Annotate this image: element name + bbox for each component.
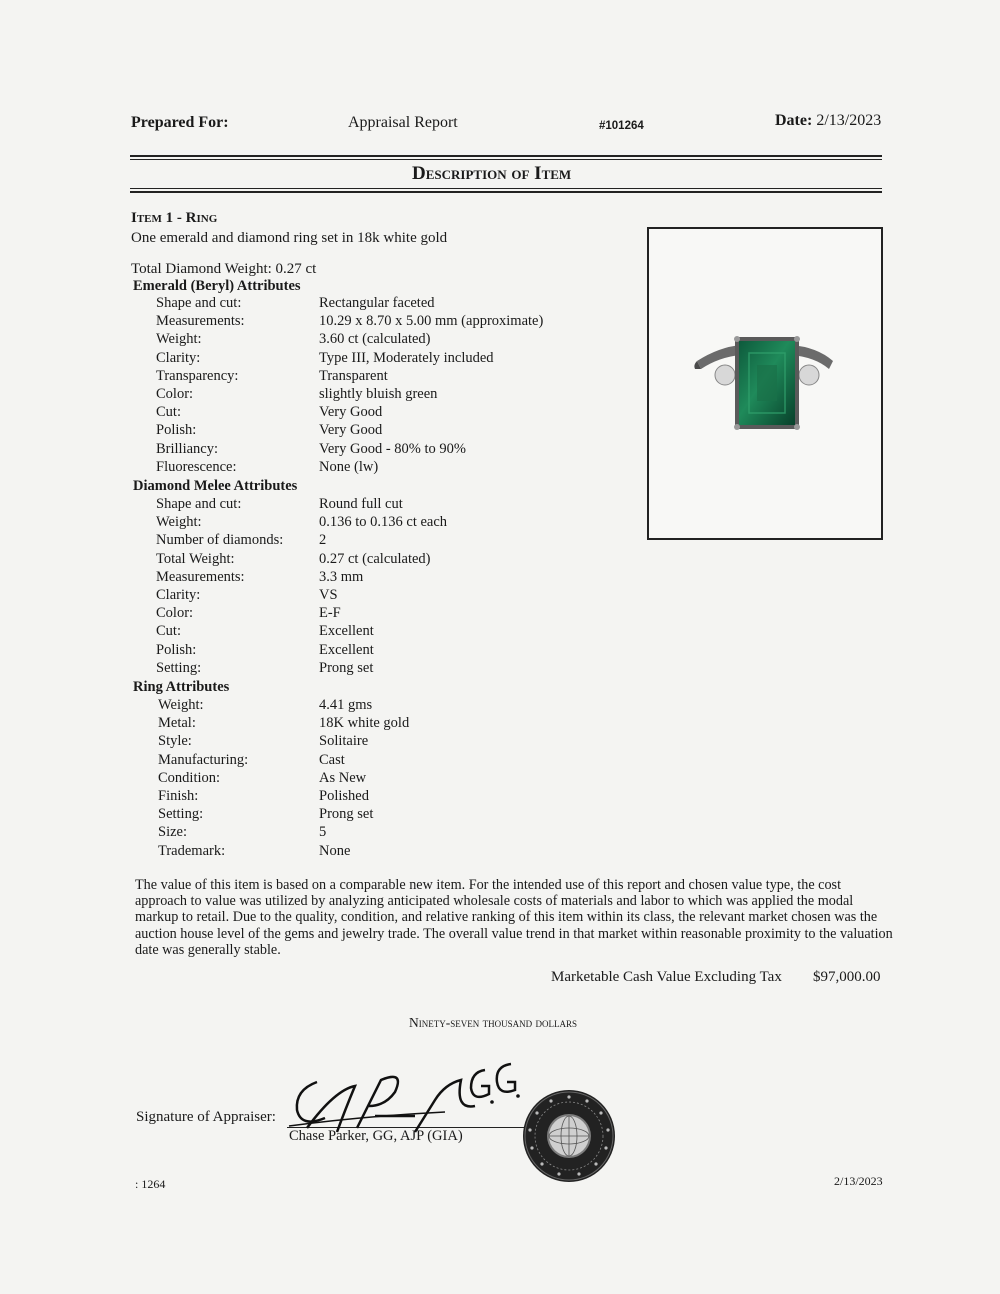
attribute-label: Shape and cut:: [156, 295, 242, 311]
attribute-label: Weight:: [158, 697, 204, 713]
attribute-value: Very Good - 80% to 90%: [319, 440, 466, 457]
attribute-value: As New: [319, 769, 367, 786]
attribute-label: Metal:: [158, 715, 196, 732]
attribute-label: Brilliancy:: [156, 440, 219, 457]
attribute-label: Weight:: [156, 514, 202, 531]
attribute-value: E-F: [319, 605, 341, 622]
ring-photo: [647, 227, 883, 540]
attribute-label: Color:: [156, 386, 194, 402]
attribute-value: Prong set: [319, 659, 374, 676]
attribute-value: None: [319, 842, 351, 859]
attribute-value: 2: [319, 532, 327, 549]
attribute-label: Style:: [158, 733, 192, 750]
attribute-label: Cut:: [156, 623, 181, 640]
attribute-value: Type III, Moderately included: [319, 349, 494, 366]
footer-date: 2/13/2023: [834, 1174, 883, 1188]
title-rule-top-thin: [130, 159, 882, 160]
attribute-label: Shape and cut:: [156, 496, 242, 512]
attribute-value: 18K white gold: [319, 715, 410, 732]
attribute-label: Total Weight:: [156, 550, 235, 567]
attribute-label: Size:: [158, 824, 187, 841]
attribute-value: VS: [319, 587, 338, 603]
attribute-label: Setting:: [158, 806, 204, 823]
attribute-value: 4.41 gms: [319, 697, 373, 713]
attribute-value: 3.3 mm: [319, 568, 364, 585]
attribute-label: Measurements:: [156, 568, 245, 585]
attribute-value: Prong set: [319, 806, 374, 823]
date-value: 2/13/2023: [816, 112, 882, 129]
attribute-value: Excellent: [319, 623, 374, 640]
signature-label: Signature of Appraiser:: [136, 1109, 276, 1125]
item-description: One emerald and diamond ring set in 18k white gold: [131, 230, 448, 246]
appraiser-seal: [521, 1088, 617, 1189]
attribute-value: Polished: [319, 788, 369, 804]
attribute-label: Number of diamonds:: [156, 532, 284, 549]
attribute-label: Condition:: [158, 769, 221, 786]
attribute-label: Setting:: [156, 659, 202, 676]
attribute-value: Round full cut: [319, 496, 403, 512]
appraiser-name: Chase Parker, GG, AJP (GIA): [289, 1128, 463, 1144]
attribute-value: Very Good: [319, 422, 383, 439]
item-heading: Item 1 - Ring: [131, 210, 218, 226]
emerald-ring-image: [649, 229, 881, 538]
attribute-label: Color:: [156, 605, 194, 622]
attribute-value: 0.136 to 0.136 ct each: [319, 514, 448, 531]
attribute-label: Measurements:: [156, 313, 245, 330]
report-date: [775, 112, 881, 130]
value-statement: The value of this item is based on a comparable new item. For the intended use of this report and chosen value type, the cost approach to value was utilized by analyzing anticipated wholesale costs of materials and labor to which was applied the modal markup to retail. Due to the quality, condition, and relative ranking of this item within its class, the relevant market chosen was the auction house level of the gems and jewelry trade. The overall value trend in that market within reasonable proximity to the valuation date was generally stable.: [135, 877, 893, 958]
attribute-value: Transparent: [319, 367, 388, 384]
attribute-label: Finish:: [158, 788, 199, 804]
attribute-value: slightly bluish green: [319, 386, 438, 402]
emerald-attributes-title: Emerald (Beryl) Attributes: [133, 278, 301, 294]
valuation-amount: $97,000.00: [813, 969, 881, 985]
attribute-label: Polish:: [156, 641, 197, 658]
footer-ref: : 1264: [135, 1177, 166, 1191]
valuation-label: Marketable Cash Value Excluding Tax: [551, 969, 782, 985]
attribute-value: Rectangular faceted: [319, 295, 435, 311]
attribute-value: 0.27 ct (calculated): [319, 550, 431, 567]
section-title: Description of Item: [412, 163, 572, 184]
diamond-attributes-title: Diamond Melee Attributes: [133, 478, 298, 494]
attribute-label: Trademark:: [158, 842, 226, 859]
attribute-value: Solitaire: [319, 733, 369, 750]
attribute-label: Polish:: [156, 422, 197, 439]
attribute-value: Excellent: [319, 641, 374, 658]
attribute-label: Fluorescence:: [156, 458, 237, 475]
report-number: #101264: [599, 120, 644, 132]
attribute-value: None (lw): [319, 458, 379, 475]
attribute-value: 10.29 x 8.70 x 5.00 mm (approximate): [319, 313, 544, 330]
attribute-value: 5: [319, 824, 327, 841]
prepared-for-label: Prepared For:: [131, 114, 229, 131]
title-rule-bottom: [130, 191, 882, 193]
total-diamond-weight: Total Diamond Weight: 0.27 ct: [131, 261, 317, 277]
attribute-label: Weight:: [156, 331, 202, 348]
valuation-words: Ninety-seven thousand dollars: [409, 1015, 577, 1030]
report-title: Appraisal Report: [348, 114, 458, 131]
title-rule-bottom-thin: [130, 188, 882, 189]
date-label: Date:: [775, 112, 813, 129]
attribute-label: Clarity:: [156, 349, 201, 366]
attribute-label: Transparency:: [156, 367, 239, 384]
title-rule-top: [130, 155, 882, 157]
attribute-label: Manufacturing:: [158, 751, 249, 768]
attribute-value: Very Good: [319, 404, 383, 421]
attribute-label: Cut:: [156, 404, 181, 421]
attribute-value: 3.60 ct (calculated): [319, 331, 431, 348]
ring-attributes-title: Ring Attributes: [133, 679, 230, 695]
attribute-label: Clarity:: [156, 587, 201, 603]
attribute-value: Cast: [319, 751, 345, 768]
